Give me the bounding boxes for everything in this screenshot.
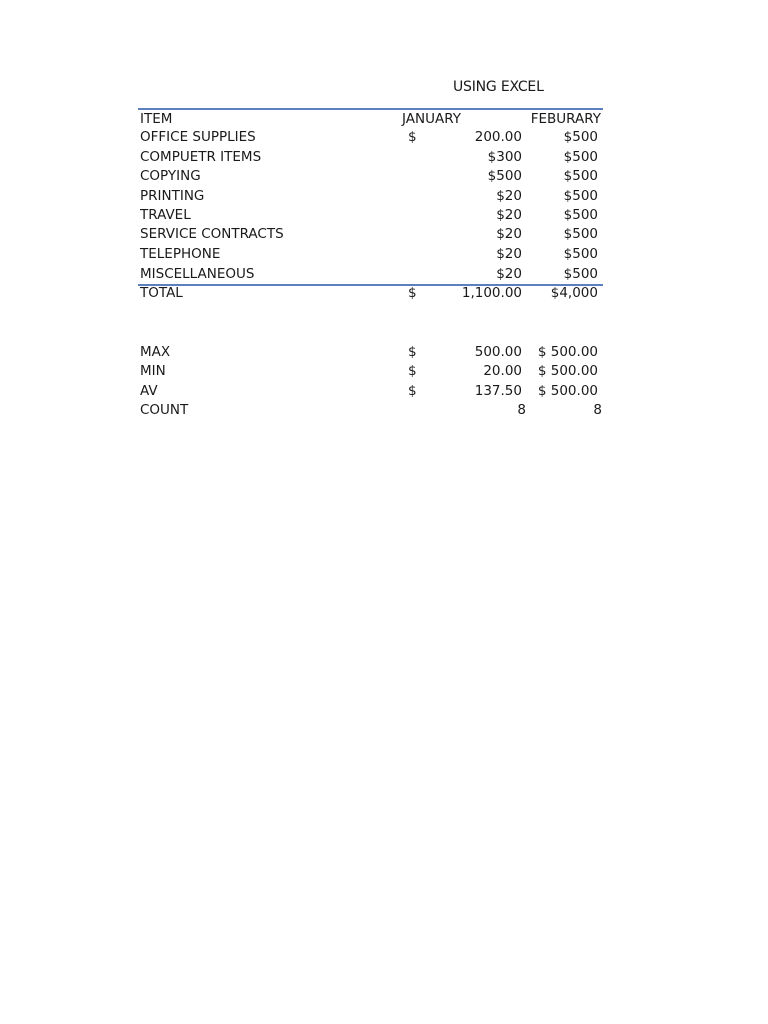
january-stat-value: 137.50 — [474, 383, 522, 399]
row-label: OFFICE SUPPLIES — [140, 129, 256, 145]
january-currency-symbol: $ — [408, 344, 417, 360]
january-value: $20 — [496, 266, 522, 282]
row-label: TRAVEL — [140, 207, 191, 223]
stat-label: MIN — [140, 363, 166, 379]
total-label: TOTAL — [140, 285, 183, 301]
total-row — [0, 284, 768, 303]
row-label: SERVICE CONTRACTS — [140, 226, 284, 242]
row-label: TELEPHONE — [140, 246, 221, 262]
row-label: COMPUETR ITEMS — [140, 149, 262, 165]
january-currency-symbol: $ — [408, 383, 417, 399]
february-total: $4,000 — [550, 285, 598, 301]
stat-label: COUNT — [140, 402, 189, 418]
january-value: $20 — [496, 246, 522, 262]
february-stat-value: $ 500.00 — [537, 363, 598, 379]
table-row — [0, 148, 768, 167]
january-value: $300 — [487, 149, 522, 165]
row-label: COPYING — [140, 168, 201, 184]
february-value: $500 — [563, 266, 598, 282]
table-row — [0, 187, 768, 206]
table-row — [0, 245, 768, 264]
stats-row-max — [0, 343, 768, 362]
january-value: $20 — [496, 188, 522, 204]
stats-row-count — [0, 401, 768, 420]
header-row — [0, 110, 768, 129]
january-currency-symbol: $ — [408, 363, 417, 379]
january-currency-symbol: $ — [408, 285, 417, 301]
january-stat-value: 8 — [517, 402, 526, 418]
stats-row-average — [0, 382, 768, 401]
sheet-title: USING EXCEL — [453, 79, 544, 95]
stat-label: MAX — [140, 344, 171, 360]
january-value: $20 — [496, 207, 522, 223]
february-value: $500 — [563, 207, 598, 223]
january-stat-value: 500.00 — [474, 344, 522, 360]
january-value: $20 — [496, 226, 522, 242]
february-column-header: FEBURARY — [530, 111, 601, 127]
january-currency-symbol: $ — [408, 129, 417, 145]
table-row — [0, 206, 768, 225]
january-stat-value: 20.00 — [483, 363, 522, 379]
february-value: $500 — [563, 226, 598, 242]
january-column-header: JANUARY — [402, 111, 461, 127]
february-value: $500 — [563, 149, 598, 165]
table-row — [0, 265, 768, 284]
stat-label: AV — [140, 383, 158, 399]
stats-row-min — [0, 362, 768, 381]
february-value: $500 — [563, 129, 598, 145]
january-total: 1,100.00 — [461, 285, 522, 301]
february-value: $500 — [563, 168, 598, 184]
table-row — [0, 128, 768, 147]
row-label: PRINTING — [140, 188, 205, 204]
february-stat-value: 8 — [593, 402, 602, 418]
january-value: $500 — [487, 168, 522, 184]
january-value: 200.00 — [474, 129, 522, 145]
table-row — [0, 225, 768, 244]
table-row — [0, 167, 768, 186]
row-label: MISCELLANEOUS — [140, 266, 255, 282]
february-value: $500 — [563, 246, 598, 262]
item-column-header: ITEM — [140, 111, 173, 127]
february-stat-value: $ 500.00 — [537, 383, 598, 399]
february-stat-value: $ 500.00 — [537, 344, 598, 360]
february-value: $500 — [563, 188, 598, 204]
